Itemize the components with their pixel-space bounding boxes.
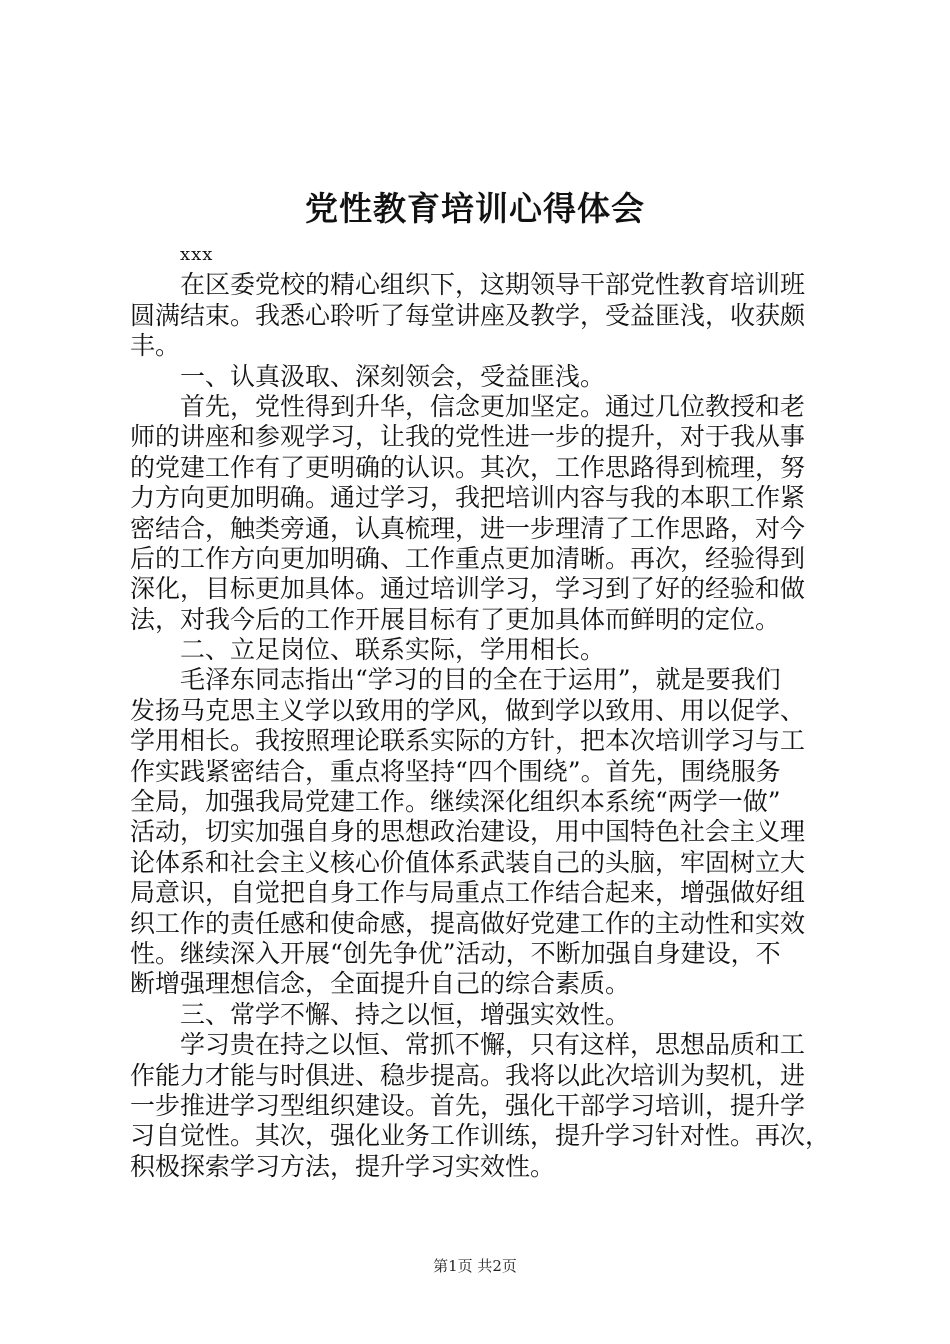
text-line: 在区委党校的精心组织下，这期领导干部党性教育培训班 xyxy=(130,270,806,300)
text-line: 作实践紧密结合，重点将坚持“四个围绕”。首先，围绕服务 xyxy=(130,756,781,786)
text-line: 深化，目标更加具体。通过培训学习，学习到了好的经验和做 xyxy=(130,574,806,604)
text-line: 毛泽东同志指出“学习的目的全在于运用”，就是要我们 xyxy=(130,665,781,695)
text-line: 法，对我今后的工作开展目标有了更加具体而鲜明的定位。 xyxy=(130,604,781,634)
text-line: 活动，切实加强自身的思想政治建设，用中国特色社会主义理 xyxy=(130,817,806,847)
text-line: 论体系和社会主义核心价值体系武装自己的头脑，牢固树立大 xyxy=(130,847,806,877)
text-line: 丰。 xyxy=(130,331,181,361)
author-line: xxx xyxy=(180,244,214,265)
text-line: 发扬马克思主义学以致用的学风，做到学以致用、用以促学、 xyxy=(130,695,806,725)
page-footer: 第1页 共2页 xyxy=(433,1257,517,1275)
text-line: 一步推进学习型组织建设。首先，强化干部学习培训，提升学 xyxy=(130,1090,806,1120)
body-text xyxy=(130,270,830,1182)
text-line: 密结合，触类旁通，认真梳理，进一步理清了工作思路，对今 xyxy=(130,513,806,543)
text-line: 力方向更加明确。通过学习，我把培训内容与我的本职工作紧 xyxy=(130,483,806,513)
text-line: 断增强理想信念，全面提升自己的综合素质。 xyxy=(130,969,631,999)
text-line: 圆满结束。我悉心聆听了每堂讲座及教学，受益匪浅，收获颇 xyxy=(130,300,806,330)
text-line: 首先，党性得到升华，信念更加坚定。通过几位教授和老 xyxy=(130,391,806,421)
text-line: 习自觉性。其次，强化业务工作训练，提升学习针对性。再次， xyxy=(130,1121,831,1151)
text-line: 性。继续深入开展“创先争优”活动，不断加强自身建设，不 xyxy=(130,938,781,968)
text-line: 后的工作方向更加明确、工作重点更加清晰。再次，经验得到 xyxy=(130,543,806,573)
text-line: 一、认真汲取、深刻领会，受益匪浅。 xyxy=(130,361,606,391)
text-line: 三、常学不懈、持之以恒，增强实效性。 xyxy=(130,999,631,1029)
text-line: 积极探索学习方法，提升学习实效性。 xyxy=(130,1151,556,1181)
text-line: 织工作的责任感和使命感，提高做好党建工作的主动性和实效 xyxy=(130,908,806,938)
text-line: 二、立足岗位、联系实际，学用相长。 xyxy=(130,635,606,665)
text-line: 学用相长。我按照理论联系实际的方针，把本次培训学习与工 xyxy=(130,726,806,756)
document-title: 党性教育培训心得体会 xyxy=(305,189,645,228)
text-line: 的党建工作有了更明确的认识。其次，工作思路得到梳理，努 xyxy=(130,452,806,482)
text-line: 师的讲座和参观学习，让我的党性进一步的提升，对于我从事 xyxy=(130,422,806,452)
text-line: 全局，加强我局党建工作。继续深化组织本系统“两学一做” xyxy=(130,787,781,817)
text-line: 作能力才能与时俱进、稳步提高。我将以此次培训为契机，进 xyxy=(130,1060,806,1090)
text-line: 学习贵在持之以恒、常抓不懈，只有这样，思想品质和工 xyxy=(130,1030,806,1060)
document-body xyxy=(130,240,830,1182)
text-line: 局意识，自觉把自身工作与局重点工作结合起来，增强做好组 xyxy=(130,878,806,908)
